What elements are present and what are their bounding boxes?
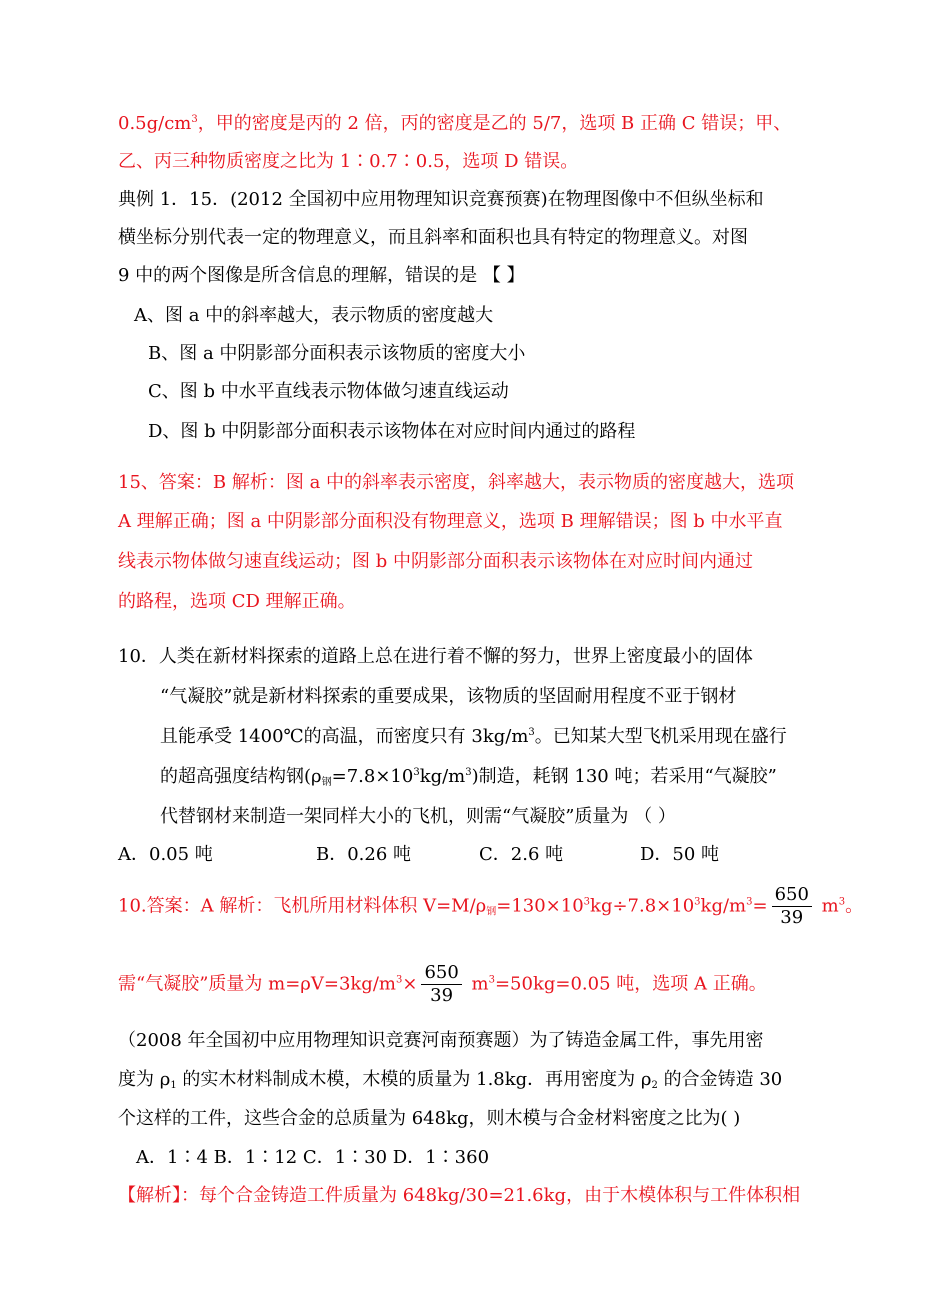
text: 乙、丙三种物质密度之比为 1∶0.7∶0.5，选项 D 错误。 [118, 151, 579, 172]
q2008-options: A．1∶4 B．1∶12 C．1∶30 D．1∶360 [136, 1147, 490, 1168]
example-15-option-b: B、图 a 中阴影部分面积表示该物质的密度大小 [148, 343, 526, 364]
text: 。 [845, 895, 864, 917]
example-15-line-1: 典例 1．15．(2012 全国初中应用物理知识竞赛预赛)在物理图像中不但纵坐标和 [118, 189, 764, 210]
superscript: 3 [488, 974, 495, 986]
q10-line-4 [160, 765, 777, 789]
prev-answer-line-2 [118, 150, 578, 174]
q10-options [118, 843, 719, 867]
example-15-option-d: D、图 b 中阴影部分面积表示该物体在对应时间内通过的路程 [148, 421, 636, 442]
text: kg/m [419, 766, 466, 787]
q2008-line-1: （2008 年全国初中应用物理知识竞赛河南预赛题）为了铸造金属工件，事先用密 [118, 1030, 764, 1051]
q2008-line-2 [118, 1068, 782, 1092]
q10-line-2: “气凝胶”就是新材料探索的重要成果，该物质的坚固耐用程度不亚于钢材 [160, 686, 737, 707]
example-15-answer-line-2: A 理解正确；图 a 中阴影部分面积没有物理意义，选项 B 理解错误；图 b 中水平直 [118, 511, 783, 532]
example-15-answer-line-4: 的路程，选项 CD 理解正确。 [118, 591, 356, 612]
text: × [402, 973, 418, 995]
fraction-numerator: 650 [421, 962, 461, 985]
subscript: 2 [651, 1080, 658, 1091]
text: =50kg=0.05 吨，选项 A 正确。 [494, 973, 767, 995]
q10-line-1: 10．人类在新材料探索的道路上总在进行着不懈的努力，世界上密度最小的固体 [118, 646, 753, 667]
q2008-analysis: 【解析】：每个合金铸造工件质量为 648kg/30=21.6kg，由于木模体积与工件体积相 [118, 1185, 801, 1206]
superscript: 3 [413, 767, 420, 778]
text: m [815, 895, 839, 917]
example-15-answer-line-1: 15、答案：B 解析：图 a 中的斜率表示密度，斜率越大，表示物质的密度越大，选项 [118, 472, 795, 493]
text: )制造，耗钢 130 吨；若采用“气凝胶” [471, 766, 777, 787]
prev-answer-line-1 [118, 112, 791, 136]
fraction [772, 884, 812, 929]
text: kg÷7.8×10 [590, 895, 695, 917]
q10-option-a: A．0.05 吨 [118, 844, 213, 865]
subscript: 钢 [321, 777, 332, 788]
q10-line-5: 代替钢材来制造一架同样大小的飞机，则需“气凝胶”质量为 （ ） [160, 806, 676, 827]
text: 0.5g/cm [118, 113, 192, 134]
text: =7.8×10 [331, 766, 414, 787]
text: 。已知某大型飞机采用现在盛行 [534, 726, 787, 747]
superscript: 3 [465, 767, 472, 778]
superscript: 3 [746, 896, 753, 908]
text: ，甲的密度是丙的 2 倍，丙的密度是乙的 5/7，选项 B 正确 C 错误；甲、 [197, 113, 792, 134]
q10-option-c: C．2.6 吨 [479, 844, 564, 865]
subscript: 钢 [486, 906, 497, 918]
q2008-line-3: 个这样的工件，这些合金的总质量为 648kg，则木模与合金材料密度之比为( ) [118, 1108, 741, 1129]
text: =130×10 [496, 895, 584, 917]
q10-option-b: B．0.26 吨 [316, 844, 412, 865]
q10-option-d: D．50 吨 [640, 844, 720, 865]
subscript: 1 [170, 1080, 177, 1091]
example-15-option-a: A、图 a 中的斜率越大，表示物质的密度越大 [134, 305, 494, 326]
text: kg/m [700, 895, 747, 917]
example-15-option-c: C、图 b 中水平直线表示物体做匀速直线运动 [148, 381, 509, 402]
fraction-denominator: 39 [430, 985, 454, 1006]
superscript: 3 [528, 727, 535, 738]
text: 的合金铸造 30 [657, 1069, 783, 1090]
text: 需“气凝胶”质量为 m=ρV=3kg/m [118, 973, 396, 995]
fraction-numerator: 650 [772, 884, 812, 907]
text: 的超高强度结构钢(ρ [160, 766, 322, 787]
fraction-denominator: 39 [780, 907, 804, 928]
superscript: 3 [395, 974, 403, 986]
text: 10.答案：A 解析：飞机所用材料体积 V=M/ρ [118, 895, 487, 917]
superscript: 3 [583, 896, 591, 908]
fraction [421, 962, 461, 1007]
superscript: 3 [838, 896, 846, 908]
superscript: 3 [694, 896, 701, 908]
example-15-line-3: 9 中的两个图像是所含信息的理解，错误的是 【 】 [118, 265, 525, 286]
text: 的实木材料制成木模，木模的质量为 1.8kg．再用密度为 ρ [176, 1069, 652, 1090]
text: 且能承受 1400℃的高温，而密度只有 3kg/m [160, 726, 529, 747]
text: 度为 ρ [118, 1069, 171, 1090]
q10-line-3 [160, 725, 787, 749]
q10-answer-line-1 [118, 884, 863, 929]
superscript: 3 [191, 114, 198, 125]
text: m [465, 973, 489, 995]
example-15-line-2: 横坐标分别代表一定的物理意义，而且斜率和面积也具有特定的物理意义。对图 [118, 227, 748, 248]
text: = [752, 895, 768, 917]
q10-answer-line-2 [118, 962, 767, 1007]
example-15-answer-line-3: 线表示物体做匀速直线运动；图 b 中阴影部分面积表示该物体在对应时间内通过 [118, 551, 753, 572]
